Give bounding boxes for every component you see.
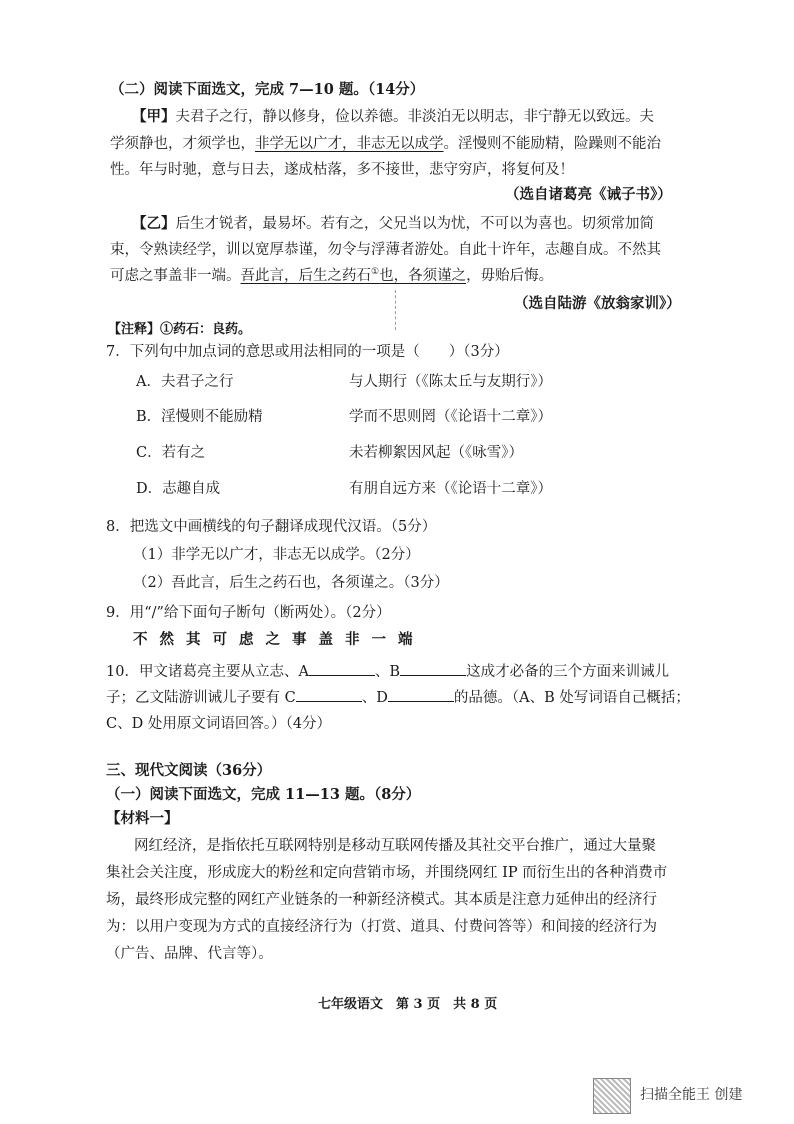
passage-jia-line1 xyxy=(132,105,654,126)
underlined-sentence: 吾此言，后生之药石①也，各须谨之 xyxy=(240,267,467,284)
scan-artifact-divider xyxy=(395,290,397,330)
answer-blank-c[interactable] xyxy=(296,687,362,702)
q10-text: 、D xyxy=(361,690,388,706)
passage-yi-source: （选自陆游《放翁家训》） xyxy=(514,295,681,312)
question-7-stem: 7．下列句中加点词的意思或用法相同的一项是（ ）（3分） xyxy=(106,344,509,360)
q10-text: 这成才必备的三个方面来训诫儿 xyxy=(466,664,670,680)
q7-option-a-right: 与人期行（《陈太丘与友期行》） xyxy=(349,374,552,390)
passage-jia-line2 xyxy=(110,132,661,153)
q7-option-c-right: 未若柳絮因风起（《咏雪》） xyxy=(349,445,523,461)
q10-text: 、B xyxy=(374,664,401,680)
section3-subheading: （一）阅读下面选文，完成 11—13 题。（8分） xyxy=(106,786,421,803)
footnote-marker: ① xyxy=(371,267,380,278)
passage-text: 学须静也，才须学也， xyxy=(110,136,255,152)
section-heading: （二）阅读下面选文，完成 7—10 题。（14分） xyxy=(110,81,425,98)
passage-jia-source: （选自诸葛亮《诫子书》） xyxy=(505,186,672,203)
question-10-line2 xyxy=(106,686,690,707)
question-9-stem: 9．用“/”给下面句子断句（断两处）。（2分） xyxy=(106,605,391,621)
q10-text: 子；乙文陆游训诫儿子要有 C xyxy=(106,690,296,706)
page-footer: 七年级语文 第 3 页 共 8 页 xyxy=(318,997,498,1012)
answer-blank-a[interactable] xyxy=(309,661,375,676)
scanner-credit: 扫描全能王 创建 xyxy=(640,1087,743,1103)
passage-jia-line3: 性。年与时驰，意与日去，遂成枯落，多不接世，悲守穷庐，将复何及！ xyxy=(110,162,574,178)
answer-blank-d[interactable] xyxy=(388,687,454,702)
material-para-line5: （广告、品牌、代言等）。 xyxy=(106,946,273,962)
passage-jia-text: 夫君子之行，静以修身，俭以养德。非淡泊无以明志，非宁静无以致远。夫 xyxy=(175,109,654,125)
material-para-line3: 场，最终形成完整的网红产业链条的一种新经济模式。其本质是注意力延伸出的经济行 xyxy=(106,892,657,908)
q7-option-d-right: 有朋自远方来（《论语十二章》） xyxy=(349,481,552,497)
q7-option-b-left[interactable]: B．淫慢则不能励精 xyxy=(136,409,263,425)
annotation-note: 【注释】①药石：良药。 xyxy=(108,322,252,337)
passage-text: 后生才锐者，最易坏。若有之，父兄当以为忧，不可以为喜也。切须常加简 xyxy=(175,216,654,232)
passage-jia-label: 【甲】 xyxy=(132,108,176,125)
passage-yi-line1 xyxy=(132,212,654,233)
passage-yi-line2: 束，令熟读经学，训以宽厚恭谨，勿令与浮薄者游处。自此十许年，志趣自成。不然其 xyxy=(110,242,661,258)
question-8-stem: 8．把选文中画横线的句子翻译成现代汉语。（5分） xyxy=(106,519,437,535)
passage-text: 。淫慢则不能励精，险躁则不能治 xyxy=(443,136,661,152)
q10-text: 的品德。（A、B 处写词语自己概括； xyxy=(453,690,690,706)
material-label: 【材料一】 xyxy=(106,810,179,827)
q7-option-c-left[interactable]: C．若有之 xyxy=(136,445,206,461)
material-para-line1: 网红经济，是指依托互联网特别是移动互联网传播及其社交平台推广，通过大量聚 xyxy=(134,838,656,854)
q8-sub-2: （2）吾此言，后生之药石也，各须谨之。（3分） xyxy=(133,575,449,591)
q7-option-b-right: 学而不思则罔（《论语十二章》） xyxy=(349,409,552,425)
material-para-line2: 集社会关注度，形成庞大的粉丝和定向营销市场，并围绕网红 IP 而衍生出的各种消费市 xyxy=(106,865,668,881)
q10-text: 10．甲文诸葛亮主要从立志、A xyxy=(106,664,309,680)
passage-yi-label: 【乙】 xyxy=(132,215,176,232)
material-para-line4: 为：以用户变现为方式的直接经济行为（打赏、道具、付费问答等）和间接的经济行为 xyxy=(106,919,657,935)
passage-yi-line3 xyxy=(110,264,553,285)
question-10-line3: C、D 处用原文词语回答。）（4分） xyxy=(106,716,332,732)
camscanner-logo-icon xyxy=(593,1078,631,1114)
q7-option-a-left[interactable]: A．夫君子之行 xyxy=(136,374,234,390)
section3-heading: 三、现代文阅读（36分） xyxy=(106,762,272,779)
q7-option-d-left[interactable]: D．志趣自成 xyxy=(136,481,221,497)
q9-sentence: 不然其可虑之事盖非一端 xyxy=(133,631,425,648)
question-10-line1 xyxy=(106,660,669,681)
q8-sub-1: （1）非学无以广才，非志无以成学。（2分） xyxy=(133,547,420,563)
underlined-sentence: 非学无以广才，非志无以成学 xyxy=(255,136,444,152)
passage-text: 可虑之事盖非一端。 xyxy=(110,268,241,284)
answer-blank-b[interactable] xyxy=(400,661,466,676)
passage-text: ，毋贻后悔。 xyxy=(466,268,554,284)
